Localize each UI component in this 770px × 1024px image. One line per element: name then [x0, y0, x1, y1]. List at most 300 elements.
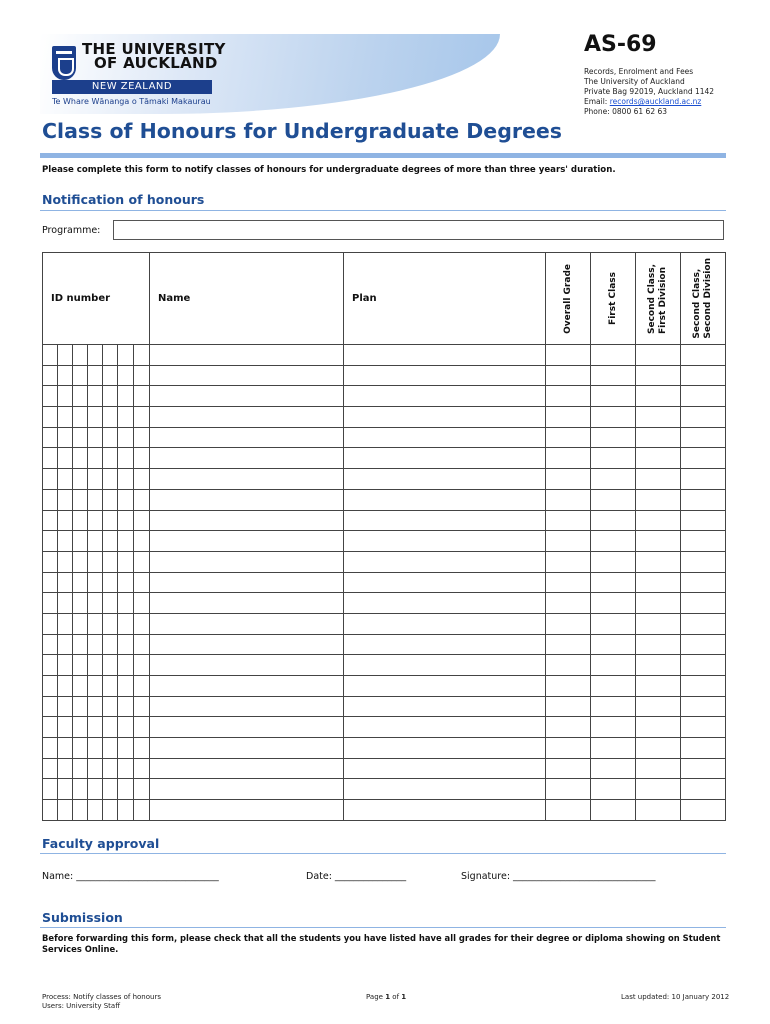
id-digit-cell[interactable] [73, 489, 88, 510]
id-digit-cell[interactable] [88, 634, 103, 655]
id-digit-cell[interactable] [134, 510, 150, 531]
table-cell[interactable] [344, 551, 546, 572]
table-cell[interactable] [591, 469, 636, 490]
id-digit-cell[interactable] [134, 655, 150, 676]
table-cell[interactable] [546, 634, 591, 655]
table-cell[interactable] [681, 738, 726, 759]
id-digit-cell[interactable] [103, 386, 118, 407]
table-cell[interactable] [591, 738, 636, 759]
table-cell[interactable] [681, 613, 726, 634]
id-digit-cell[interactable] [73, 365, 88, 386]
id-digit-cell[interactable] [43, 634, 58, 655]
table-cell[interactable] [681, 551, 726, 572]
table-cell[interactable] [546, 489, 591, 510]
id-digit-cell[interactable] [118, 717, 134, 738]
table-cell[interactable] [681, 531, 726, 552]
id-digit-cell[interactable] [118, 510, 134, 531]
id-digit-cell[interactable] [134, 551, 150, 572]
table-cell[interactable] [636, 365, 681, 386]
table-cell[interactable] [150, 407, 344, 428]
table-cell[interactable] [681, 469, 726, 490]
table-cell[interactable] [591, 655, 636, 676]
table-cell[interactable] [344, 386, 546, 407]
id-digit-cell[interactable] [118, 800, 134, 821]
table-cell[interactable] [636, 758, 681, 779]
id-digit-cell[interactable] [58, 469, 73, 490]
id-digit-cell[interactable] [103, 551, 118, 572]
id-digit-cell[interactable] [43, 489, 58, 510]
table-cell[interactable] [546, 758, 591, 779]
id-digit-cell[interactable] [43, 345, 58, 366]
id-digit-cell[interactable] [43, 448, 58, 469]
id-digit-cell[interactable] [118, 758, 134, 779]
table-cell[interactable] [591, 758, 636, 779]
table-cell[interactable] [150, 800, 344, 821]
table-cell[interactable] [344, 531, 546, 552]
id-digit-cell[interactable] [73, 531, 88, 552]
id-digit-cell[interactable] [58, 758, 73, 779]
table-cell[interactable] [150, 738, 344, 759]
table-cell[interactable] [636, 593, 681, 614]
id-digit-cell[interactable] [88, 489, 103, 510]
id-digit-cell[interactable] [73, 572, 88, 593]
id-digit-cell[interactable] [58, 386, 73, 407]
table-cell[interactable] [150, 386, 344, 407]
id-digit-cell[interactable] [43, 613, 58, 634]
id-digit-cell[interactable] [43, 386, 58, 407]
table-cell[interactable] [681, 427, 726, 448]
table-cell[interactable] [546, 738, 591, 759]
table-cell[interactable] [636, 738, 681, 759]
table-cell[interactable] [591, 613, 636, 634]
id-digit-cell[interactable] [118, 613, 134, 634]
id-digit-cell[interactable] [103, 779, 118, 800]
table-cell[interactable] [546, 717, 591, 738]
table-cell[interactable] [681, 448, 726, 469]
table-cell[interactable] [681, 365, 726, 386]
id-digit-cell[interactable] [73, 407, 88, 428]
id-digit-cell[interactable] [58, 800, 73, 821]
id-digit-cell[interactable] [43, 572, 58, 593]
table-cell[interactable] [344, 800, 546, 821]
id-digit-cell[interactable] [118, 427, 134, 448]
table-cell[interactable] [591, 676, 636, 697]
id-digit-cell[interactable] [103, 345, 118, 366]
id-digit-cell[interactable] [43, 510, 58, 531]
id-digit-cell[interactable] [103, 407, 118, 428]
id-digit-cell[interactable] [103, 448, 118, 469]
id-digit-cell[interactable] [134, 738, 150, 759]
id-digit-cell[interactable] [118, 655, 134, 676]
table-cell[interactable] [344, 634, 546, 655]
table-cell[interactable] [344, 655, 546, 676]
id-digit-cell[interactable] [134, 613, 150, 634]
table-cell[interactable] [150, 510, 344, 531]
id-digit-cell[interactable] [88, 551, 103, 572]
table-cell[interactable] [636, 345, 681, 366]
table-cell[interactable] [546, 593, 591, 614]
id-digit-cell[interactable] [118, 676, 134, 697]
id-digit-cell[interactable] [58, 407, 73, 428]
id-digit-cell[interactable] [43, 365, 58, 386]
table-cell[interactable] [591, 427, 636, 448]
id-digit-cell[interactable] [88, 655, 103, 676]
table-cell[interactable] [681, 593, 726, 614]
email-link[interactable]: records@auckland.ac.nz [609, 97, 702, 106]
id-digit-cell[interactable] [43, 593, 58, 614]
table-cell[interactable] [344, 572, 546, 593]
table-cell[interactable] [591, 634, 636, 655]
table-cell[interactable] [636, 407, 681, 428]
table-cell[interactable] [150, 613, 344, 634]
id-digit-cell[interactable] [118, 593, 134, 614]
table-cell[interactable] [591, 407, 636, 428]
id-digit-cell[interactable] [73, 738, 88, 759]
table-cell[interactable] [681, 655, 726, 676]
id-digit-cell[interactable] [103, 469, 118, 490]
id-digit-cell[interactable] [134, 531, 150, 552]
id-digit-cell[interactable] [134, 676, 150, 697]
table-cell[interactable] [344, 758, 546, 779]
id-digit-cell[interactable] [103, 655, 118, 676]
id-digit-cell[interactable] [134, 365, 150, 386]
table-cell[interactable] [681, 572, 726, 593]
id-digit-cell[interactable] [73, 448, 88, 469]
id-digit-cell[interactable] [73, 345, 88, 366]
id-digit-cell[interactable] [58, 655, 73, 676]
table-cell[interactable] [344, 676, 546, 697]
table-cell[interactable] [591, 779, 636, 800]
table-cell[interactable] [546, 386, 591, 407]
id-digit-cell[interactable] [88, 469, 103, 490]
table-cell[interactable] [344, 448, 546, 469]
id-digit-cell[interactable] [58, 365, 73, 386]
table-cell[interactable] [681, 407, 726, 428]
id-digit-cell[interactable] [118, 345, 134, 366]
table-cell[interactable] [150, 469, 344, 490]
id-digit-cell[interactable] [73, 510, 88, 531]
table-cell[interactable] [546, 572, 591, 593]
table-cell[interactable] [546, 551, 591, 572]
id-digit-cell[interactable] [134, 448, 150, 469]
id-digit-cell[interactable] [73, 613, 88, 634]
id-digit-cell[interactable] [43, 655, 58, 676]
table-cell[interactable] [344, 738, 546, 759]
id-digit-cell[interactable] [134, 345, 150, 366]
id-digit-cell[interactable] [88, 613, 103, 634]
id-digit-cell[interactable] [88, 407, 103, 428]
table-cell[interactable] [150, 696, 344, 717]
id-digit-cell[interactable] [88, 593, 103, 614]
table-cell[interactable] [344, 345, 546, 366]
table-cell[interactable] [546, 365, 591, 386]
id-digit-cell[interactable] [118, 448, 134, 469]
id-digit-cell[interactable] [43, 551, 58, 572]
id-digit-cell[interactable] [134, 469, 150, 490]
id-digit-cell[interactable] [88, 510, 103, 531]
id-digit-cell[interactable] [73, 717, 88, 738]
id-digit-cell[interactable] [134, 800, 150, 821]
id-digit-cell[interactable] [58, 779, 73, 800]
id-digit-cell[interactable] [134, 427, 150, 448]
table-cell[interactable] [681, 510, 726, 531]
table-cell[interactable] [344, 613, 546, 634]
id-digit-cell[interactable] [118, 551, 134, 572]
table-cell[interactable] [591, 448, 636, 469]
table-cell[interactable] [546, 510, 591, 531]
table-cell[interactable] [681, 779, 726, 800]
table-cell[interactable] [591, 510, 636, 531]
id-digit-cell[interactable] [118, 572, 134, 593]
id-digit-cell[interactable] [103, 365, 118, 386]
table-cell[interactable] [546, 800, 591, 821]
id-digit-cell[interactable] [103, 758, 118, 779]
id-digit-cell[interactable] [88, 758, 103, 779]
id-digit-cell[interactable] [58, 696, 73, 717]
table-cell[interactable] [591, 572, 636, 593]
table-cell[interactable] [681, 717, 726, 738]
table-cell[interactable] [636, 510, 681, 531]
table-cell[interactable] [546, 696, 591, 717]
id-digit-cell[interactable] [88, 717, 103, 738]
table-cell[interactable] [591, 531, 636, 552]
id-digit-cell[interactable] [103, 613, 118, 634]
id-digit-cell[interactable] [58, 634, 73, 655]
table-cell[interactable] [636, 489, 681, 510]
id-digit-cell[interactable] [103, 427, 118, 448]
id-digit-cell[interactable] [118, 386, 134, 407]
table-cell[interactable] [636, 613, 681, 634]
id-digit-cell[interactable] [73, 386, 88, 407]
table-cell[interactable] [591, 800, 636, 821]
id-digit-cell[interactable] [118, 365, 134, 386]
table-cell[interactable] [591, 365, 636, 386]
id-digit-cell[interactable] [118, 407, 134, 428]
id-digit-cell[interactable] [73, 427, 88, 448]
table-cell[interactable] [150, 489, 344, 510]
table-cell[interactable] [681, 758, 726, 779]
id-digit-cell[interactable] [118, 696, 134, 717]
id-digit-cell[interactable] [118, 779, 134, 800]
id-digit-cell[interactable] [43, 717, 58, 738]
id-digit-cell[interactable] [103, 634, 118, 655]
table-cell[interactable] [546, 448, 591, 469]
table-cell[interactable] [636, 469, 681, 490]
id-digit-cell[interactable] [58, 427, 73, 448]
table-cell[interactable] [636, 386, 681, 407]
table-cell[interactable] [636, 551, 681, 572]
table-cell[interactable] [591, 593, 636, 614]
table-cell[interactable] [591, 696, 636, 717]
table-cell[interactable] [636, 531, 681, 552]
id-digit-cell[interactable] [58, 593, 73, 614]
id-digit-cell[interactable] [134, 572, 150, 593]
id-digit-cell[interactable] [58, 510, 73, 531]
id-digit-cell[interactable] [43, 427, 58, 448]
id-digit-cell[interactable] [73, 634, 88, 655]
id-digit-cell[interactable] [58, 676, 73, 697]
table-cell[interactable] [150, 676, 344, 697]
table-cell[interactable] [344, 696, 546, 717]
id-digit-cell[interactable] [118, 489, 134, 510]
table-cell[interactable] [591, 489, 636, 510]
table-cell[interactable] [150, 779, 344, 800]
id-digit-cell[interactable] [88, 448, 103, 469]
table-cell[interactable] [636, 676, 681, 697]
id-digit-cell[interactable] [88, 800, 103, 821]
id-digit-cell[interactable] [58, 531, 73, 552]
id-digit-cell[interactable] [103, 676, 118, 697]
faculty-name-field[interactable]: Name: ______________________________ [42, 871, 219, 882]
table-cell[interactable] [636, 717, 681, 738]
id-digit-cell[interactable] [73, 696, 88, 717]
table-cell[interactable] [150, 758, 344, 779]
table-cell[interactable] [546, 407, 591, 428]
table-cell[interactable] [344, 717, 546, 738]
table-cell[interactable] [636, 448, 681, 469]
id-digit-cell[interactable] [134, 407, 150, 428]
id-digit-cell[interactable] [58, 345, 73, 366]
table-cell[interactable] [546, 779, 591, 800]
id-digit-cell[interactable] [73, 593, 88, 614]
table-cell[interactable] [344, 510, 546, 531]
id-digit-cell[interactable] [43, 779, 58, 800]
id-digit-cell[interactable] [58, 448, 73, 469]
table-cell[interactable] [591, 717, 636, 738]
id-digit-cell[interactable] [134, 758, 150, 779]
id-digit-cell[interactable] [43, 800, 58, 821]
id-digit-cell[interactable] [88, 676, 103, 697]
table-cell[interactable] [636, 696, 681, 717]
id-digit-cell[interactable] [58, 613, 73, 634]
table-cell[interactable] [344, 407, 546, 428]
faculty-signature-field[interactable]: Signature: ______________________________ [461, 871, 656, 882]
table-cell[interactable] [150, 427, 344, 448]
table-cell[interactable] [546, 345, 591, 366]
table-cell[interactable] [150, 531, 344, 552]
id-digit-cell[interactable] [43, 469, 58, 490]
id-digit-cell[interactable] [103, 738, 118, 759]
table-cell[interactable] [150, 634, 344, 655]
table-cell[interactable] [150, 551, 344, 572]
table-cell[interactable] [636, 427, 681, 448]
table-cell[interactable] [681, 800, 726, 821]
table-cell[interactable] [344, 779, 546, 800]
table-cell[interactable] [546, 531, 591, 552]
table-cell[interactable] [150, 345, 344, 366]
id-digit-cell[interactable] [58, 572, 73, 593]
id-digit-cell[interactable] [134, 717, 150, 738]
id-digit-cell[interactable] [88, 779, 103, 800]
id-digit-cell[interactable] [43, 758, 58, 779]
table-cell[interactable] [546, 427, 591, 448]
id-digit-cell[interactable] [73, 758, 88, 779]
id-digit-cell[interactable] [73, 655, 88, 676]
table-cell[interactable] [344, 489, 546, 510]
id-digit-cell[interactable] [103, 800, 118, 821]
table-cell[interactable] [681, 386, 726, 407]
table-cell[interactable] [591, 345, 636, 366]
id-digit-cell[interactable] [43, 531, 58, 552]
table-cell[interactable] [344, 469, 546, 490]
id-digit-cell[interactable] [58, 738, 73, 759]
id-digit-cell[interactable] [103, 489, 118, 510]
table-cell[interactable] [344, 593, 546, 614]
id-digit-cell[interactable] [134, 696, 150, 717]
table-cell[interactable] [636, 800, 681, 821]
id-digit-cell[interactable] [43, 738, 58, 759]
table-cell[interactable] [150, 572, 344, 593]
table-cell[interactable] [150, 717, 344, 738]
id-digit-cell[interactable] [58, 717, 73, 738]
id-digit-cell[interactable] [73, 676, 88, 697]
id-digit-cell[interactable] [118, 634, 134, 655]
faculty-date-field[interactable]: Date: _______________ [306, 871, 407, 882]
id-digit-cell[interactable] [103, 696, 118, 717]
id-digit-cell[interactable] [134, 593, 150, 614]
id-digit-cell[interactable] [134, 634, 150, 655]
id-digit-cell[interactable] [88, 531, 103, 552]
table-cell[interactable] [636, 634, 681, 655]
id-digit-cell[interactable] [88, 386, 103, 407]
id-digit-cell[interactable] [58, 489, 73, 510]
id-digit-cell[interactable] [58, 551, 73, 572]
id-digit-cell[interactable] [73, 469, 88, 490]
table-cell[interactable] [636, 779, 681, 800]
id-digit-cell[interactable] [73, 800, 88, 821]
table-cell[interactable] [344, 427, 546, 448]
id-digit-cell[interactable] [118, 738, 134, 759]
table-cell[interactable] [591, 386, 636, 407]
table-cell[interactable] [150, 593, 344, 614]
id-digit-cell[interactable] [88, 572, 103, 593]
table-cell[interactable] [636, 655, 681, 676]
id-digit-cell[interactable] [88, 345, 103, 366]
id-digit-cell[interactable] [103, 593, 118, 614]
table-cell[interactable] [681, 489, 726, 510]
table-cell[interactable] [546, 613, 591, 634]
id-digit-cell[interactable] [118, 469, 134, 490]
id-digit-cell[interactable] [73, 779, 88, 800]
id-digit-cell[interactable] [88, 365, 103, 386]
table-cell[interactable] [150, 365, 344, 386]
table-cell[interactable] [636, 572, 681, 593]
id-digit-cell[interactable] [103, 717, 118, 738]
table-cell[interactable] [150, 655, 344, 676]
table-cell[interactable] [344, 365, 546, 386]
id-digit-cell[interactable] [73, 551, 88, 572]
table-cell[interactable] [681, 345, 726, 366]
table-cell[interactable] [546, 676, 591, 697]
id-digit-cell[interactable] [103, 510, 118, 531]
id-digit-cell[interactable] [43, 407, 58, 428]
id-digit-cell[interactable] [118, 531, 134, 552]
table-cell[interactable] [546, 655, 591, 676]
id-digit-cell[interactable] [134, 489, 150, 510]
table-cell[interactable] [681, 696, 726, 717]
id-digit-cell[interactable] [88, 427, 103, 448]
id-digit-cell[interactable] [88, 696, 103, 717]
programme-field[interactable] [113, 220, 724, 240]
id-digit-cell[interactable] [103, 531, 118, 552]
id-digit-cell[interactable] [88, 738, 103, 759]
table-cell[interactable] [150, 448, 344, 469]
table-cell[interactable] [591, 551, 636, 572]
table-cell[interactable] [546, 469, 591, 490]
id-digit-cell[interactable] [134, 386, 150, 407]
table-cell[interactable] [681, 634, 726, 655]
id-digit-cell[interactable] [103, 572, 118, 593]
